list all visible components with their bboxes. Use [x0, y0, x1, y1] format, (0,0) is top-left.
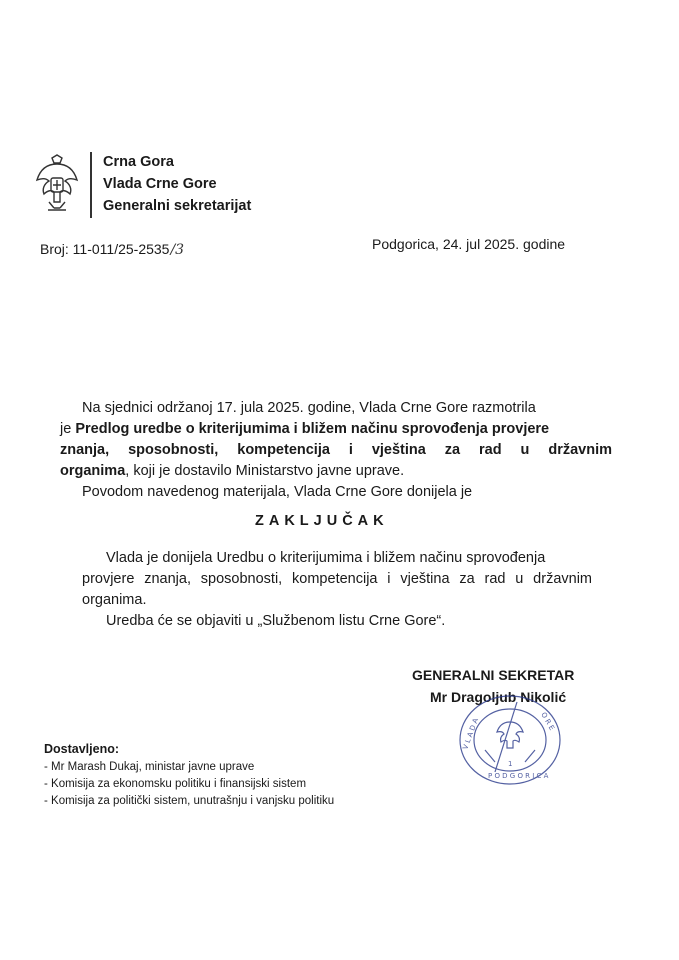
distribution-item: - Komisija za ekonomsku politiku i finansijski sistem [44, 778, 307, 790]
distribution-list [44, 759, 334, 810]
p1-line-3-bold: znanja, sposobnosti, kompetencija i vještina za rad u državnim [60, 442, 612, 458]
p2-line-1: Vlada je donijela Uredbu o kriterijumima i bližem načinu sprovođenja [106, 550, 546, 566]
signatory-name: Mr Dragoljub Nikolić [430, 689, 567, 705]
svg-text:O R E: O R E [539, 711, 556, 732]
reference-handwritten-suffix: /3 [170, 242, 185, 258]
p1-line-3 [60, 440, 612, 461]
p1-line-1: Na sjednici održanoj 17. jula 2025. godine, Vlada Crne Gore razmotrila [82, 400, 536, 416]
p1-line-2-bold: Predlog uredbe o kriterijumima i bližem načinu sprovođenja provjere [75, 421, 550, 437]
p1-line-4-rest: , koji je dostavilo Ministarstvo javne uprave. [125, 463, 405, 479]
svg-text:1: 1 [508, 760, 513, 768]
p2-line-2: provjere znanja, sposobnosti, kompetencija i vještina za rad u državnim [82, 571, 592, 587]
header-divider [90, 152, 92, 218]
p1-line-5: Povodom navedenog materijala, Vlada Crne Gore donijela je [82, 484, 473, 500]
p1-line-2 [60, 419, 612, 440]
org-government: Vlada Crne Gore [103, 176, 217, 192]
reference-number [40, 241, 184, 258]
distribution-heading: Dostavljeno: [44, 742, 120, 756]
org-country: Crna Gora [103, 154, 174, 170]
p2-line-4: Uredba će se objaviti u „Službenom listu Crne Gore“. [106, 613, 446, 629]
document-date: Podgorica, 24. jul 2025. godine [372, 236, 566, 252]
p1-line-4-bold: organima [60, 463, 126, 479]
paragraph-conclusion [82, 548, 612, 632]
coat-of-arms-icon [34, 154, 80, 216]
org-secretariat: Generalni sekretarijat [103, 198, 252, 214]
paragraph-intro [60, 398, 612, 503]
p2-line-3: organima. [82, 592, 147, 608]
svg-text:P O D G O R I C A: P O D G O R I C A [488, 772, 549, 780]
distribution-item: - Mr Marash Dukaj, ministar javne uprave [44, 761, 255, 773]
svg-text:V L A D A: V L A D A [461, 717, 481, 751]
distribution-item: - Komisija za politički sistem, unutrašnju i vanjsku politiku [44, 795, 335, 807]
reference-label: Broj: 11-011/25-2535 [40, 241, 170, 257]
p1-line-4 [60, 461, 612, 482]
p1-line-2-prefix: je [60, 421, 76, 437]
conclusion-title: ZAKLJUČAK [255, 513, 389, 529]
signatory-title: GENERALNI SEKRETAR [412, 667, 575, 683]
official-stamp-icon [455, 692, 565, 788]
